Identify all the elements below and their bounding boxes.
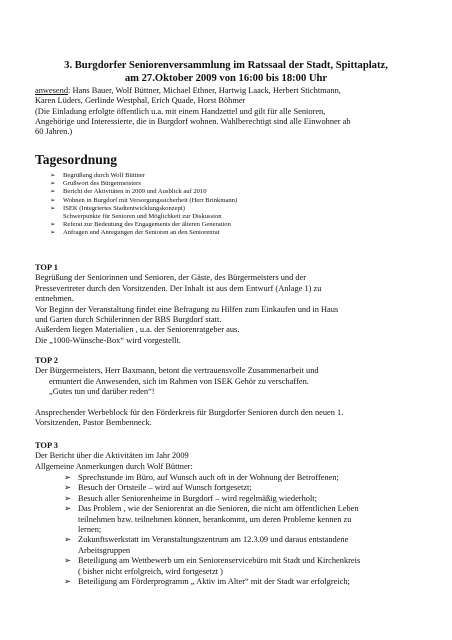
arrow-bullet-icon: ➢	[50, 229, 56, 237]
top1-line: entnehmen.	[35, 294, 74, 304]
top3-item	[64, 535, 360, 556]
top3-item	[64, 556, 360, 577]
arrow-bullet-icon: ➢	[64, 493, 72, 503]
arrow-bullet-icon: ➢	[64, 473, 72, 482]
top3-line: Der Bericht über die Aktivitäten im Jahr 2009	[35, 451, 189, 461]
agenda-item-text: Wohnen in Burgdorf mit Versorgungssicherheit (Herr Brinkmann)	[63, 196, 238, 204]
arrow-bullet-icon: ➢	[50, 172, 56, 179]
top1-section	[35, 263, 435, 346]
agenda-heading: Tagesordnung	[35, 152, 118, 167]
agenda-item	[50, 172, 237, 180]
agenda-item-text: Grußwort des Bürgermeisters	[63, 180, 141, 188]
top2-quote: „Gutes tun und darüber reden“!	[49, 387, 155, 397]
title-line-1: 3. Burgdorfer Seniorenversammlung im Ratssaal der Stadt, Spittaplatz,	[64, 60, 388, 71]
agenda-item	[50, 197, 237, 205]
top3-item	[64, 473, 360, 483]
attendees-names-1: : Hans Bauer, Wolf Büttner, Michael Ethner, Hartwig Laack, Herbert Stichtmann,	[68, 86, 341, 95]
agenda-item	[50, 205, 237, 221]
agenda-item-text: ISEK (Integriertes Stadtentwicklungskonzept)	[63, 204, 185, 212]
agenda-item	[50, 180, 237, 188]
attendees-paragraph	[35, 86, 435, 137]
arrow-bullet-icon: ➢	[50, 196, 56, 204]
arrow-bullet-icon: ➢	[64, 556, 72, 566]
agenda-item	[50, 229, 237, 237]
agenda-item-text: Anfragen und Anregungen der Senioren an den Seniorenrat	[63, 229, 220, 237]
arrow-bullet-icon: ➢	[64, 504, 72, 514]
agenda-item-subtext: Schwerpunkte für Senioren und Möglichkeit zur Diskussion	[63, 213, 222, 221]
top3-item-subtext: lernen;	[78, 525, 102, 535]
top2-heading: TOP 2	[35, 356, 58, 365]
top3-list	[64, 473, 360, 587]
agenda-item	[50, 221, 237, 229]
attendees-label: anwesend	[35, 86, 69, 95]
top3-item	[64, 483, 360, 493]
top1-heading: TOP 1	[35, 263, 58, 272]
top3-item	[64, 504, 360, 535]
top3-item-text: Das Problem , wie der Seniorenrat an die Senioren, die nicht am öffentlichen Leben	[78, 504, 359, 514]
top3-item-text: Sprechstunde im Büro, auf Wunsch auch oft in der Wohnung der Betroffenen;	[78, 473, 339, 482]
top3-item-text: Beteiligung am Förderprogramm „ Aktiv im Alter“ mit der Stadt war erfolgreich;	[78, 577, 350, 587]
arrow-bullet-icon: ➢	[50, 204, 56, 212]
agenda-item-text: Bericht der Aktivitäten in 2009 und Ausblick auf 2010	[63, 188, 207, 196]
attendees-line-1	[35, 86, 435, 96]
top3-section	[35, 441, 435, 472]
agenda-list	[50, 172, 237, 238]
top1-line: und Garten durch Schülerinnen der BBS Burgdorf statt.	[35, 315, 222, 325]
top2-promo-line: Vorsitzenden, Pastor Bembenneck.	[35, 418, 152, 428]
top3-item-subtext: Arbeitsgruppen	[78, 545, 131, 555]
top1-line: Vor Beginn der Veranstaltung findet eine Befragung zu Hilfen zum Einkaufen und in Haus	[35, 304, 339, 314]
top1-line: Die „1000-Wünsche-Box“ wird vorgestellt.	[35, 335, 181, 345]
attendees-line-2: Karen Lüders, Gerlinde Westphal, Erich Quade, Horst Böhmer	[35, 96, 246, 106]
agenda-item	[50, 188, 237, 196]
top3-item-text: Besuch aller Seniorenheime in Burgdorf – wird regelmäßig wiederholt;	[78, 493, 317, 503]
top3-item-subtext: teilnehmen bzw. teilnehmen können, herankommt, um deren Probleme kennen zu	[78, 514, 352, 524]
title-line-2: am 27.Oktober 2009 von 16:00 bis 18:00 Uhr	[124, 73, 328, 84]
agenda-item-text: Begrüßung durch Wolf Büttner	[63, 172, 145, 179]
arrow-bullet-icon: ➢	[64, 483, 72, 493]
top3-heading: TOP 3	[35, 441, 58, 450]
top3-line: Allgemeine Anmerkungen durch Wolf Büttner:	[35, 461, 193, 471]
top2-section	[35, 356, 435, 398]
top2-line: ermuntert die Anwesenden, sich im Rahmen von ISEK Gehör zu verschaffen.	[49, 376, 309, 386]
invite-line-2: Angehörige und Interessierte, die in Burgdorf wohnen. Wahlberechtigt sind alle Einwohner ab	[35, 116, 351, 126]
arrow-bullet-icon: ➢	[64, 577, 72, 587]
top3-item	[64, 494, 360, 504]
top1-line: Außerdem liegen Materialien , u.a. der Seniorenratgeber aus.	[35, 325, 240, 335]
top1-line: Pressevertreter durch den Vorsitzenden. Der Inhalt ist aus dem Entwurf (Anlage 1) zu	[35, 283, 322, 293]
arrow-bullet-icon: ➢	[50, 221, 56, 229]
top1-line: Begrüßung der Seniorinnen und Senioren, der Gäste, des Bürgermeisters und der	[35, 273, 307, 283]
arrow-bullet-icon: ➢	[50, 180, 56, 188]
top3-item-text: Beteiligung am Wettbewerb um ein Seniorenservicebüro mit Stadt und Kirchenkreis	[78, 556, 361, 566]
invite-line-1: (Die Einladung erfolgte öffentlich u.a. mit einem Handzettel und gilt für alle Senioren,	[35, 106, 326, 116]
arrow-bullet-icon: ➢	[50, 188, 56, 196]
top2-line: Der Bürgermeisters, Herr Baxmann, betont die vertrauensvolle Zusammenarbeit und	[35, 366, 319, 376]
top2-promo-line: Ansprechender Werbeblock für den Förderkreis für Burgdorfer Senioren durch den neuen 1.	[35, 408, 344, 417]
top3-item-subtext: ( bisher nicht erfolgreich, wird fortgesetzt )	[78, 566, 223, 576]
top3-item-text: Besuch der Ortsteile – wird auf Wunsch fortgesetzt;	[78, 483, 252, 493]
top3-item	[64, 577, 360, 587]
top3-item-text: Zukunftswerkstatt im Veranstaltungszentrum am 12.3.09 und daraus entstandene	[78, 535, 349, 545]
document-title	[10, 59, 442, 85]
agenda-item-text: Referat zur Bedeutung des Engagements der älteren Generation	[63, 221, 231, 229]
top2-promo	[35, 408, 435, 429]
invite-line-3: 60 Jahren.)	[35, 127, 73, 137]
arrow-bullet-icon: ➢	[64, 535, 72, 545]
